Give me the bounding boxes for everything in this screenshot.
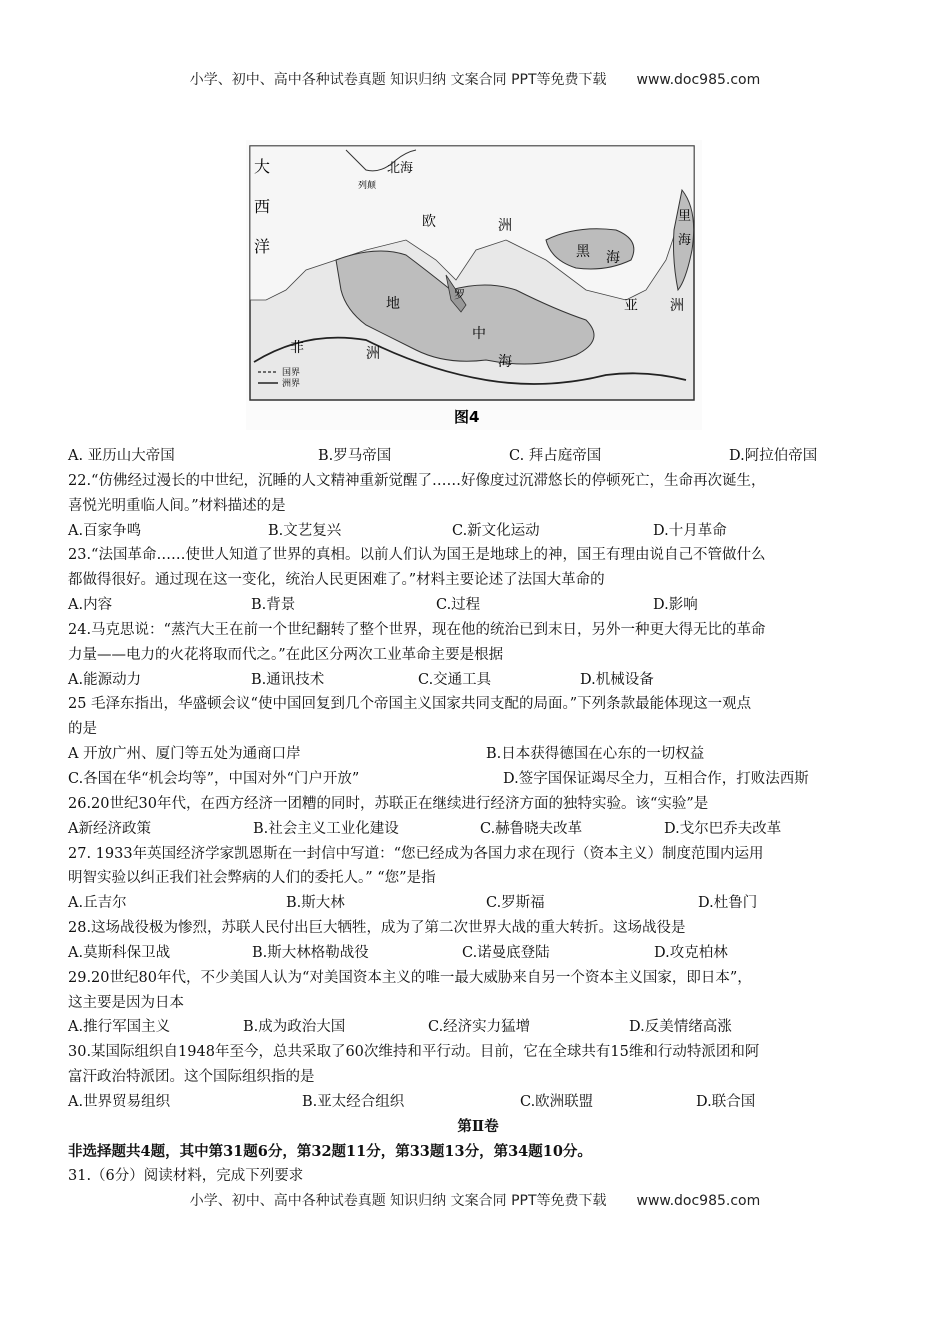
map-label-med-3: 海 — [498, 354, 512, 370]
q29-option-b: B.成为政治大国 — [243, 1019, 346, 1036]
q26-option-b: B.社会主义工业化建设 — [253, 820, 399, 837]
map-label-britain: 列颠 — [358, 181, 377, 191]
q25-option-c: C.各国在华“机会均等”，中国对外“门户开放” — [68, 770, 360, 787]
q22-options — [68, 519, 888, 544]
q24-stem-2: 力量——电力的火花将取而代之。”在此区分两次工业革命主要是根据 — [68, 646, 504, 663]
q21-option-d: D.阿拉伯帝国 — [729, 448, 818, 464]
q30-option-b: B.亚太经合组织 — [302, 1093, 405, 1110]
map-label-europe-2: 洲 — [498, 218, 512, 234]
q27-option-b: B.斯大林 — [286, 895, 345, 912]
q29-stem-1: 29.20世纪80年代，不少美国人认为“对美国资本主义的唯一最大威胁来自另一个资本主义国家，即日本”， — [68, 969, 752, 986]
q24-option-a: A.能源动力 — [68, 671, 142, 688]
q27-option-a: A.丘吉尔 — [68, 895, 127, 912]
q22-option-c: C.新文化运动 — [452, 522, 540, 539]
question-list — [68, 444, 888, 1189]
q26-option-a: A新经济政策 — [68, 820, 151, 837]
q26-option-d: D.戈尔巴乔夫改革 — [664, 820, 782, 837]
map-figure-svg — [246, 140, 702, 430]
header-text: 小学、初中、高中各种试卷真题 知识归纳 文案合同 PPT等免费下载 — [189, 72, 607, 88]
q25-option-b: B.日本获得德国在心东的一切权益 — [486, 746, 705, 763]
map-label-atlantic-2: 西 — [254, 197, 271, 216]
map-label-africa-1: 非 — [290, 340, 304, 356]
q26-options — [68, 817, 888, 842]
q23-options — [68, 593, 888, 618]
q25-stem-2: 的是 — [68, 721, 97, 738]
q24-option-b: B.通讯技术 — [251, 671, 325, 688]
header-url[interactable]: www.doc985.com — [636, 72, 761, 88]
map-label-asia-2: 洲 — [670, 298, 684, 314]
map-figure — [246, 140, 702, 430]
map-label-europe-1: 欧 — [422, 214, 436, 230]
page-header — [0, 69, 950, 89]
q23-stem-1: 23.“法国革命……使世人知道了世界的真相。以前人们认为国王是地球上的神，国王有理由说自己不管做什么 — [68, 547, 766, 564]
q27-stem-1: 27. 1933年英国经济学家凯恩斯在一封信中写道：“您已经成为各国力求在现行（资本主义）制度范围内运用 — [68, 845, 764, 862]
q23-option-b: B.背景 — [251, 597, 296, 614]
q28-option-d: D.攻克柏林 — [654, 944, 728, 961]
map-label-caspian-2: 海 — [678, 233, 692, 248]
page-footer — [0, 1190, 950, 1210]
q27-option-d: D.杜鲁门 — [698, 895, 758, 912]
map-label-med-2: 中 — [472, 326, 486, 342]
q21-option-a: A. 亚历山大帝国 — [68, 448, 175, 464]
q24-options — [68, 668, 888, 693]
map-label-north-sea: 北海 — [387, 161, 414, 176]
q22-stem-1: 22.“仿佛经过漫长的中世纪，沉睡的人文精神重新觉醒了……好像度过沉滞悠长的停顿死亡，生命再次诞生， — [68, 472, 766, 489]
part2-note: 非选择题共4题，其中第31题6分，第32题11分，第33题13分，第34题10分。 — [68, 1142, 592, 1160]
q22-option-a: A.百家争鸣 — [68, 522, 142, 539]
q30-option-d: D.联合国 — [696, 1093, 756, 1110]
q27-option-c: C.罗斯福 — [486, 895, 545, 912]
q28-option-c: C.诺曼底登陆 — [462, 944, 550, 961]
part2-title: 第Ⅱ卷 — [457, 1117, 499, 1135]
q25-options-2 — [68, 767, 888, 792]
q25-option-a: A 开放广州、厦门等五处为通商口岸 — [68, 746, 301, 763]
q24-option-c: C.交通工具 — [418, 671, 492, 688]
q23-option-d: D.影响 — [653, 597, 698, 614]
map-label-atlantic-3: 洋 — [254, 237, 271, 256]
q24-stem-1: 24.马克思说：“蒸汽大王在前一个世纪翻转了整个世界，现在他的统治已到末日，另外一种更大得无比的革命 — [68, 621, 766, 638]
q27-options — [68, 891, 888, 916]
q26-option-c: C.赫鲁晓夫改革 — [480, 820, 583, 837]
q21-options — [68, 444, 888, 469]
q30-stem-1: 30.某国际组织自1948年至今，总共采取了60次维持和平行动。目前，它在全球共有15维和行动特派团和阿 — [68, 1044, 760, 1061]
q23-option-a: A.内容 — [68, 597, 113, 614]
map-legend-continent-label: 洲界 — [282, 379, 301, 389]
footer-url[interactable]: www.doc985.com — [636, 1193, 761, 1209]
map-label-atlantic-1: 大 — [254, 157, 271, 176]
map-label-caspian-1: 里 — [678, 209, 692, 224]
q22-option-b: B.文艺复兴 — [268, 522, 342, 539]
q25-options-1 — [68, 742, 888, 767]
map-label-asia-1: 亚 — [624, 298, 638, 314]
q28-options — [68, 941, 888, 966]
q21-option-c: C. 拜占庭帝国 — [509, 448, 602, 464]
q30-option-a: A.世界贸易组织 — [68, 1093, 171, 1110]
q26-stem-1: 26.20世纪30年代，在西方经济一团糟的同时，苏联正在继续进行经济方面的独特实验。该“实验”是 — [68, 795, 709, 812]
q24-option-d: D.机械设备 — [580, 671, 654, 688]
q30-stem-2: 富汗政治特派团。这个国际组织指的是 — [68, 1069, 315, 1086]
q29-option-c: C.经济实力猛增 — [428, 1019, 531, 1036]
map-label-africa-2: 洲 — [366, 346, 380, 362]
q22-option-d: D.十月革命 — [653, 522, 727, 539]
map-label-med-1: 地 — [386, 296, 400, 312]
q28-stem-1: 28.这场战役极为惨烈，苏联人民付出巨大牺牲，成为了第二次世界大战的重大转折。这场战役是 — [68, 920, 686, 937]
q30-options — [68, 1090, 888, 1115]
q28-option-a: A.莫斯科保卫战 — [68, 944, 171, 961]
q25-option-d: D.签字国保证竭尽全力，互相合作，打败法西斯 — [503, 770, 809, 787]
q25-stem-1: 25 毛泽东指出，华盛顿会议“使中国回复到几个帝国主义国家共同支配的局面。”下列条款最能体现这一观点 — [68, 696, 752, 713]
q31-stem: 31.（6分）阅读材料，完成下列要求 — [68, 1168, 304, 1185]
map-label-black-sea-2: 海 — [606, 250, 620, 266]
q30-option-c: C.欧洲联盟 — [520, 1093, 594, 1110]
map-legend-border-label: 国界 — [282, 368, 301, 378]
q27-stem-2: 明智实验以纠正我们社会弊病的人们的委托人。” “您”是指 — [68, 870, 436, 887]
footer-text: 小学、初中、高中各种试卷真题 知识归纳 文案合同 PPT等免费下载 — [189, 1193, 607, 1209]
q22-stem-2: 喜悦光明重临人间。”材料描述的是 — [68, 497, 286, 514]
q29-options — [68, 1015, 888, 1040]
q23-stem-2: 都做得很好。通过现在这一变化，统治人民更困难了。”材料主要论述了法国大革命的 — [68, 572, 605, 589]
q29-option-a: A.推行军国主义 — [68, 1019, 171, 1036]
map-label-rome: 罗 — [454, 288, 465, 301]
q29-option-d: D.反美情绪高涨 — [629, 1019, 732, 1036]
map-label-black-sea-1: 黑 — [576, 244, 590, 260]
q23-option-c: C.过程 — [436, 597, 481, 614]
map-caption: 图4 — [454, 408, 480, 426]
q29-stem-2: 这主要是因为日本 — [68, 994, 184, 1011]
q21-option-b: B.罗马帝国 — [318, 448, 392, 464]
q28-option-b: B.斯大林格勒战役 — [252, 944, 369, 961]
